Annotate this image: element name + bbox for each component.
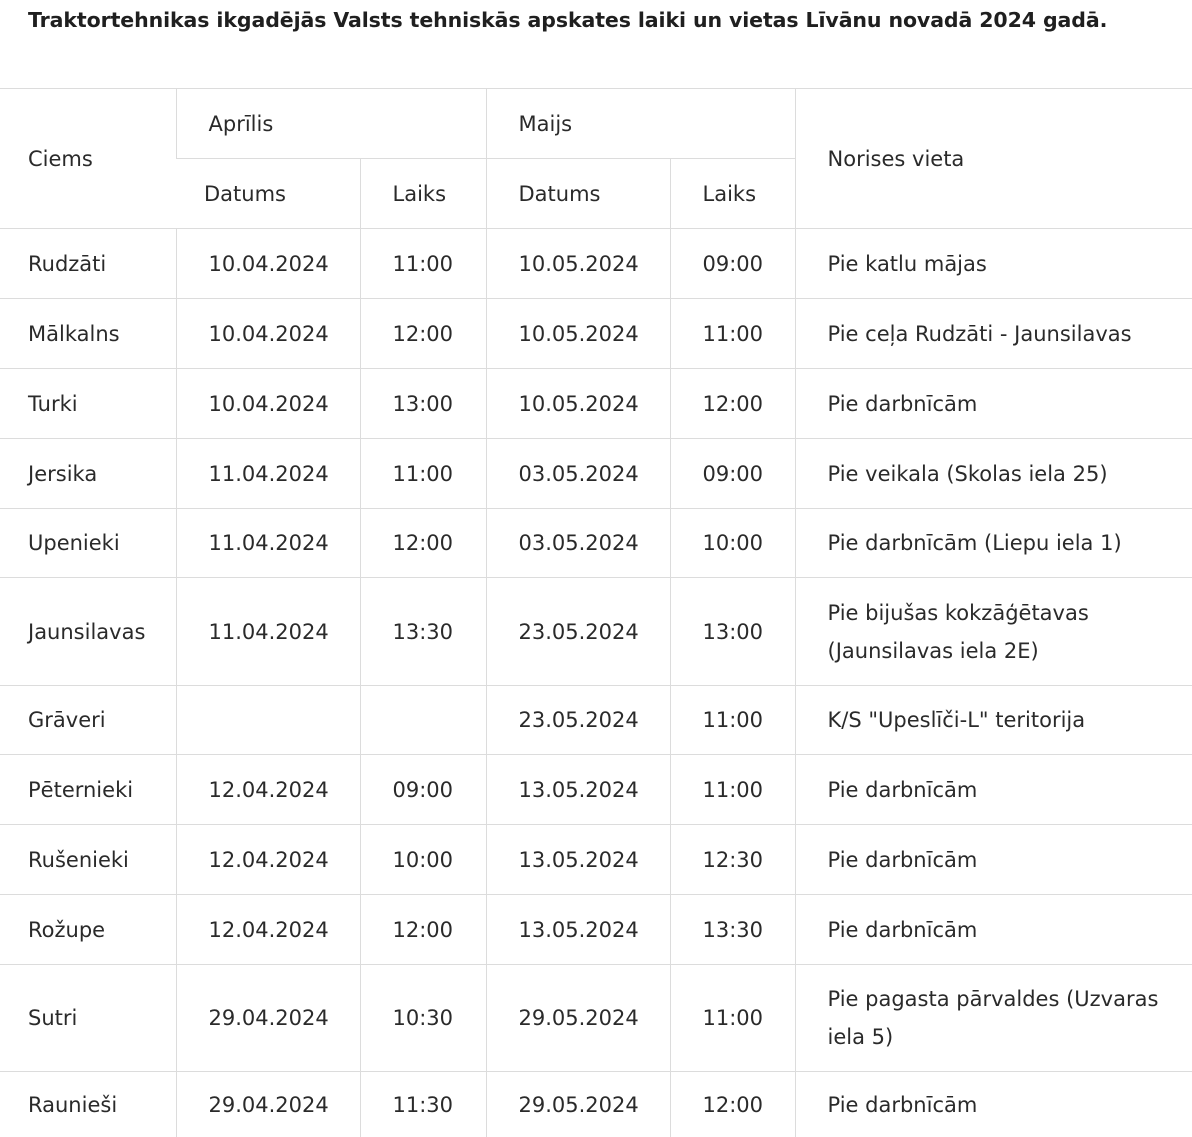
cell-april-date: 12.04.2024	[176, 895, 360, 965]
cell-may-time: 12:30	[670, 825, 795, 895]
cell-place: Pie bijušas kokzāģētavas (Jaunsilavas iela 2E)	[795, 578, 1192, 686]
cell-village: Sutri	[0, 965, 176, 1072]
header-place: Norises vieta	[795, 89, 1192, 229]
cell-april-time: 12:00	[360, 895, 486, 965]
cell-place: K/S "Upeslīči-L" teritorija	[795, 686, 1192, 755]
cell-april-time: 10:00	[360, 825, 486, 895]
header-row-months	[0, 89, 1192, 159]
schedule-table	[0, 88, 1192, 1137]
cell-april-time: 11:00	[360, 439, 486, 509]
table-row	[0, 1072, 1192, 1137]
cell-village: Rožupe	[0, 895, 176, 965]
cell-village: Jaunsilavas	[0, 578, 176, 686]
cell-may-date: 13.05.2024	[486, 755, 670, 825]
table-row	[0, 299, 1192, 369]
cell-village: Rušenieki	[0, 825, 176, 895]
cell-place: Pie darbnīcām	[795, 825, 1192, 895]
cell-april-time: 11:00	[360, 229, 486, 299]
cell-may-date: 10.05.2024	[486, 299, 670, 369]
header-may-time: Laiks	[670, 159, 795, 229]
cell-april-date: 10.04.2024	[176, 229, 360, 299]
cell-may-time: 09:00	[670, 229, 795, 299]
cell-place: Pie darbnīcām	[795, 895, 1192, 965]
cell-april-date	[176, 686, 360, 755]
table-row	[0, 825, 1192, 895]
cell-may-date: 23.05.2024	[486, 686, 670, 755]
cell-place: Pie darbnīcām (Liepu iela 1)	[795, 509, 1192, 578]
cell-place: Pie veikala (Skolas iela 25)	[795, 439, 1192, 509]
table-row	[0, 509, 1192, 578]
cell-april-time: 11:30	[360, 1072, 486, 1137]
table-row	[0, 755, 1192, 825]
cell-may-time: 11:00	[670, 686, 795, 755]
table-row	[0, 369, 1192, 439]
cell-may-time: 13:00	[670, 578, 795, 686]
cell-place: Pie darbnīcām	[795, 1072, 1192, 1137]
cell-place: Pie darbnīcām	[795, 369, 1192, 439]
cell-april-time: 12:00	[360, 299, 486, 369]
header-may-date: Datums	[486, 159, 670, 229]
table-row	[0, 229, 1192, 299]
table-row	[0, 686, 1192, 755]
cell-april-date: 11.04.2024	[176, 439, 360, 509]
header-april-date: Datums	[176, 159, 360, 229]
cell-village: Jersika	[0, 439, 176, 509]
table-row	[0, 965, 1192, 1072]
cell-village: Mālkalns	[0, 299, 176, 369]
cell-place: Pie katlu mājas	[795, 229, 1192, 299]
cell-april-time: 12:00	[360, 509, 486, 578]
cell-may-date: 29.05.2024	[486, 965, 670, 1072]
cell-may-time: 09:00	[670, 439, 795, 509]
table-row	[0, 578, 1192, 686]
cell-village: Rudzāti	[0, 229, 176, 299]
cell-may-time: 11:00	[670, 755, 795, 825]
cell-april-time: 13:30	[360, 578, 486, 686]
table-row	[0, 439, 1192, 509]
cell-may-date: 29.05.2024	[486, 1072, 670, 1137]
header-april-time: Laiks	[360, 159, 486, 229]
cell-village: Grāveri	[0, 686, 176, 755]
cell-april-date: 11.04.2024	[176, 578, 360, 686]
cell-april-time: 10:30	[360, 965, 486, 1072]
cell-may-time: 11:00	[670, 965, 795, 1072]
header-april: Aprīlis	[176, 89, 486, 159]
cell-village: Turki	[0, 369, 176, 439]
cell-may-time: 10:00	[670, 509, 795, 578]
cell-april-date: 29.04.2024	[176, 1072, 360, 1137]
cell-may-date: 13.05.2024	[486, 825, 670, 895]
cell-may-date: 13.05.2024	[486, 895, 670, 965]
cell-april-date: 12.04.2024	[176, 755, 360, 825]
cell-village: Pēternieki	[0, 755, 176, 825]
cell-april-date: 11.04.2024	[176, 509, 360, 578]
cell-april-date: 29.04.2024	[176, 965, 360, 1072]
cell-april-date: 10.04.2024	[176, 369, 360, 439]
cell-april-time: 13:00	[360, 369, 486, 439]
table-row	[0, 895, 1192, 965]
cell-may-date: 23.05.2024	[486, 578, 670, 686]
cell-april-time	[360, 686, 486, 755]
page-title: Traktortehnikas ikgadējās Valsts tehniskās apskates laiki un vietas Līvānu novadā 2024 gadā.	[28, 8, 1108, 32]
cell-place: Pie darbnīcām	[795, 755, 1192, 825]
cell-village: Raunieši	[0, 1072, 176, 1137]
cell-april-date: 10.04.2024	[176, 299, 360, 369]
cell-may-time: 12:00	[670, 1072, 795, 1137]
cell-village: Upenieki	[0, 509, 176, 578]
cell-may-date: 03.05.2024	[486, 509, 670, 578]
cell-april-time: 09:00	[360, 755, 486, 825]
cell-place: Pie ceļa Rudzāti - Jaunsilavas	[795, 299, 1192, 369]
header-may: Maijs	[486, 89, 795, 159]
header-village: Ciems	[0, 89, 176, 229]
cell-may-time: 13:30	[670, 895, 795, 965]
cell-april-date: 12.04.2024	[176, 825, 360, 895]
cell-may-time: 11:00	[670, 299, 795, 369]
cell-may-time: 12:00	[670, 369, 795, 439]
cell-may-date: 10.05.2024	[486, 229, 670, 299]
cell-place: Pie pagasta pārvaldes (Uzvaras iela 5)	[795, 965, 1192, 1072]
cell-may-date: 10.05.2024	[486, 369, 670, 439]
cell-may-date: 03.05.2024	[486, 439, 670, 509]
